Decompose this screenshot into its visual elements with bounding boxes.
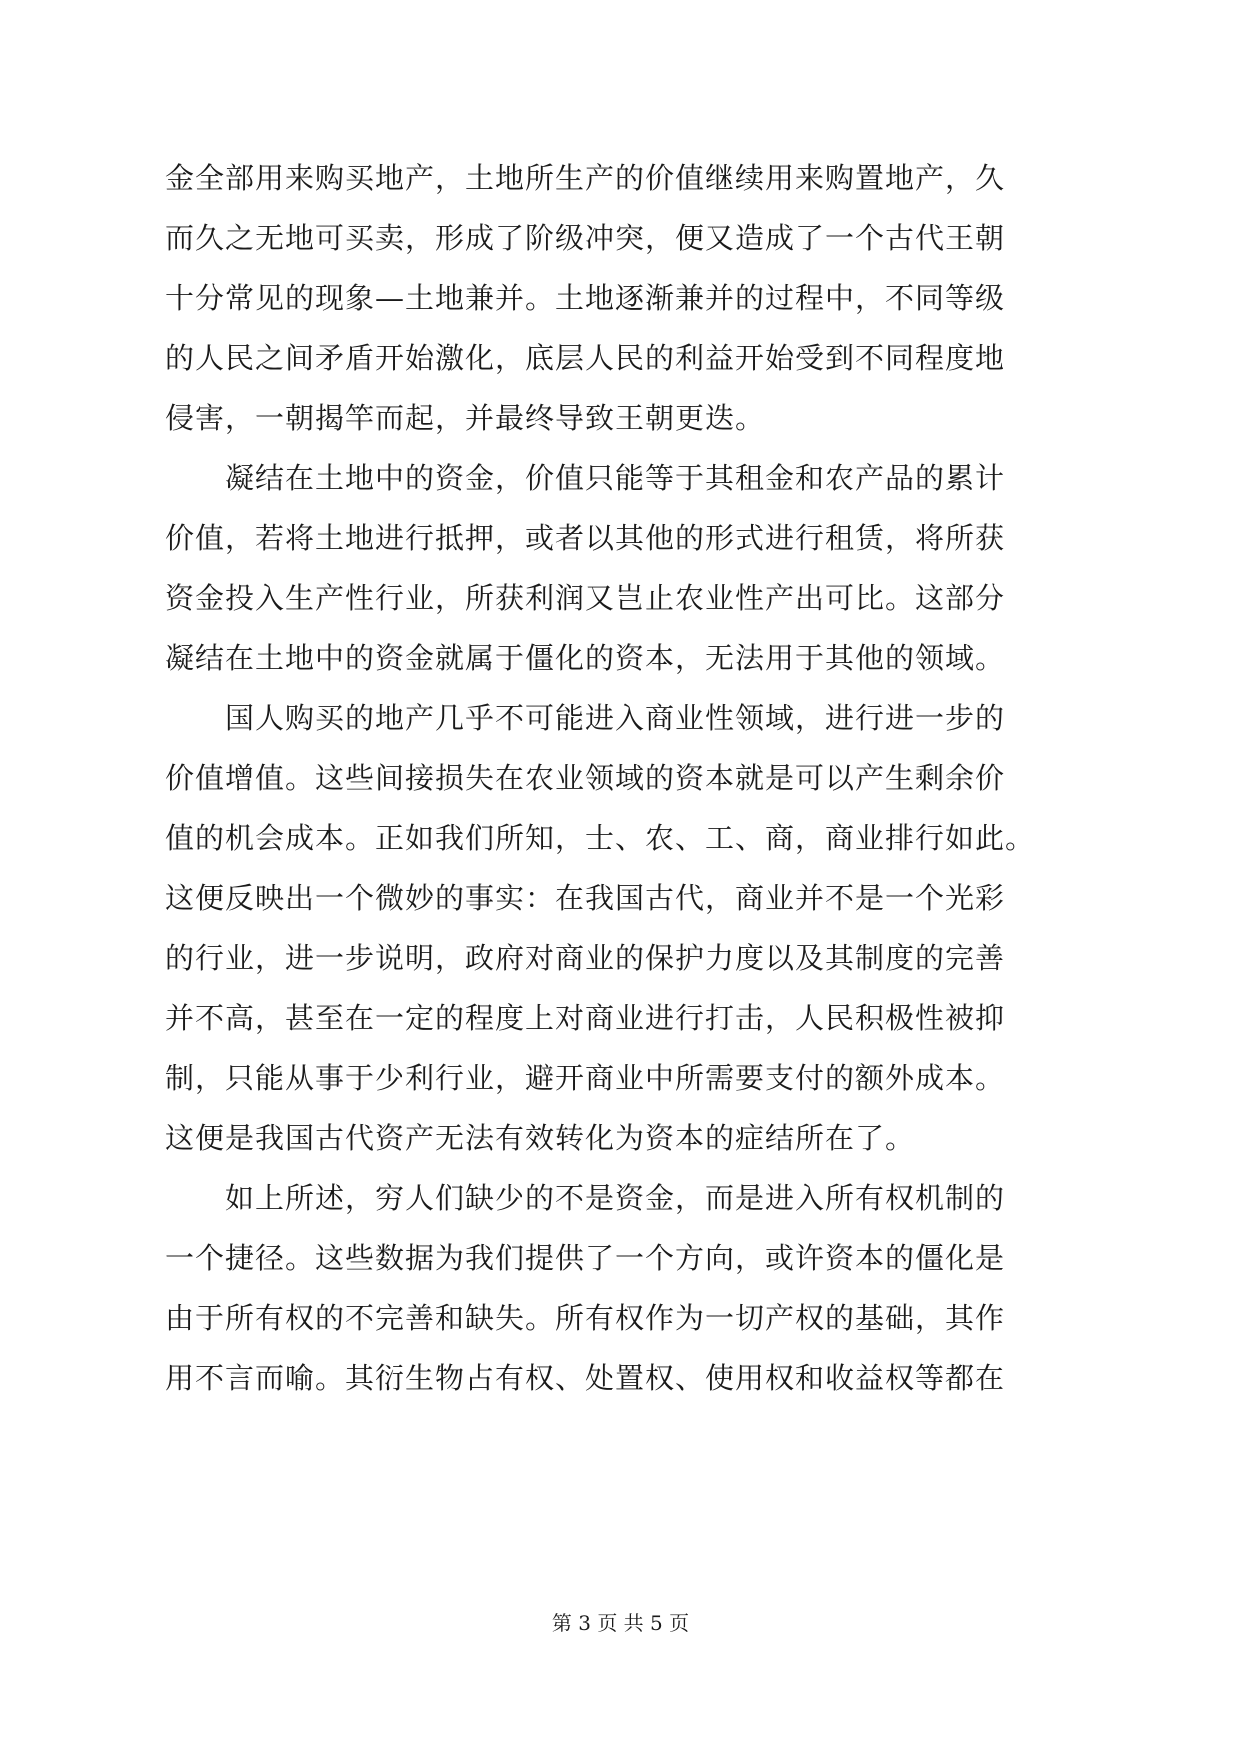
- text-line: 的人民之间矛盾开始激化，底层人民的利益开始受到不同程度地: [165, 341, 1006, 375]
- text-line: 价值，若将土地进行抵押，或者以其他的形式进行租赁，将所获: [165, 521, 1006, 555]
- text-line: 由于所有权的不完善和缺失。所有权作为一切产权的基础，其作: [165, 1301, 1006, 1335]
- text-line: 一个捷径。这些数据为我们提供了一个方向，或许资本的僵化是: [165, 1241, 1006, 1275]
- text-line: 这便反映出一个微妙的事实：在我国古代，商业并不是一个光彩: [165, 881, 1006, 915]
- text-line: 并不高，甚至在一定的程度上对商业进行打击，人民积极性被抑: [165, 1001, 1006, 1035]
- text-line: 国人购买的地产几乎不可能进入商业性领域，进行进一步的: [165, 701, 1006, 735]
- text-line: 而久之无地可买卖，形成了阶级冲突，便又造成了一个古代王朝: [165, 221, 1006, 255]
- text-line: 用不言而喻。其衍生物占有权、处置权、使用权和收益权等都在: [165, 1361, 1006, 1395]
- page-number-footer: 第 3 页 共 5 页: [551, 1611, 690, 1635]
- text-line: 的行业，进一步说明，政府对商业的保护力度以及其制度的完善: [165, 941, 1006, 975]
- text-line: 凝结在土地中的资金，价值只能等于其租金和农产品的累计: [165, 461, 1006, 495]
- text-line: 值的机会成本。正如我们所知，士、农、工、商，商业排行如此。: [165, 821, 1036, 855]
- text-line: 这便是我国古代资产无法有效转化为资本的症结所在了。: [165, 1121, 916, 1155]
- text-line: 十分常见的现象—土地兼并。土地逐渐兼并的过程中，不同等级: [165, 281, 1006, 315]
- text-line: 价值增值。这些间接损失在农业领域的资本就是可以产生剩余价: [165, 761, 1006, 795]
- text-line: 制，只能从事于少利行业，避开商业中所需要支付的额外成本。: [165, 1061, 1006, 1095]
- text-line: 金全部用来购买地产，土地所生产的价值继续用来购置地产，久: [165, 161, 1006, 195]
- text-line: 资金投入生产性行业，所获利润又岂止农业性产出可比。这部分: [165, 581, 1006, 615]
- text-line: 凝结在土地中的资金就属于僵化的资本，无法用于其他的领域。: [165, 641, 1006, 675]
- text-line: 侵害，一朝揭竿而起，并最终导致王朝更迭。: [165, 401, 766, 435]
- body-text: [165, 148, 1083, 1408]
- text-line: 如上所述，穷人们缺少的不是资金，而是进入所有权机制的: [165, 1181, 1006, 1215]
